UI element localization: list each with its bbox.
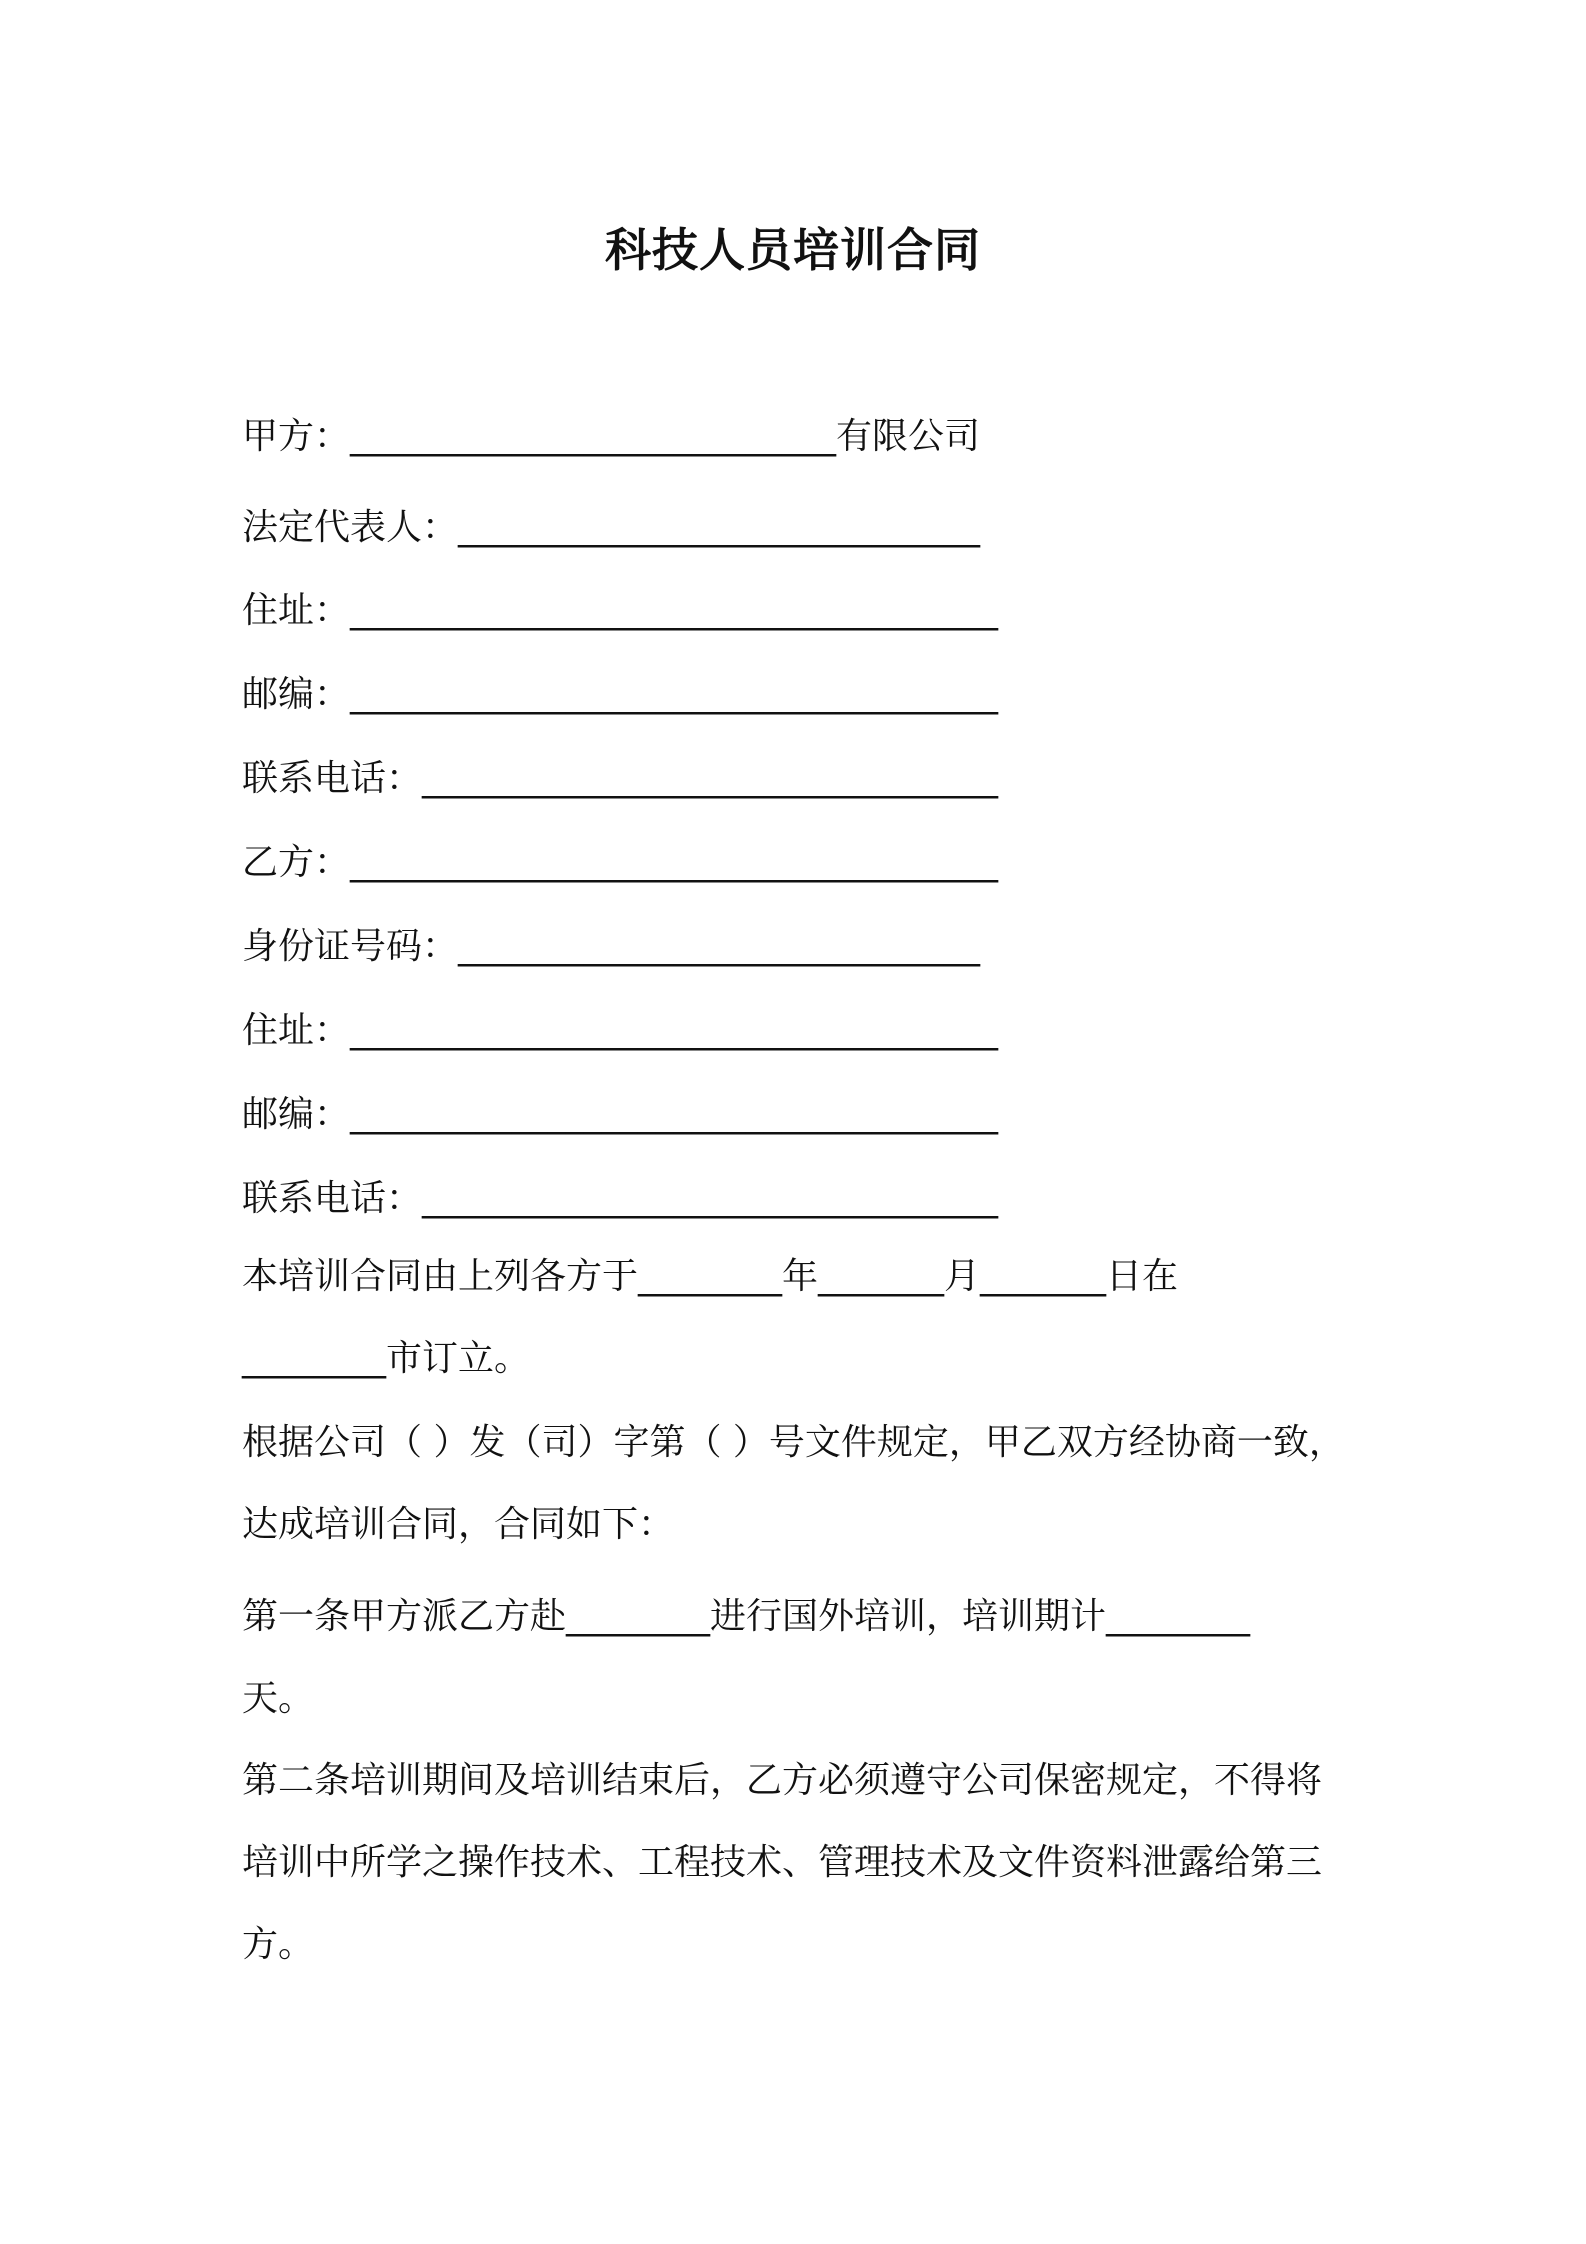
field-party-b-phone: 联系电话：________________________________ xyxy=(242,1178,999,1219)
field-party-b: 乙方：____________________________________ xyxy=(242,842,999,883)
paragraph-line: 第二条培训期间及培训结束后，乙方必须遵守公司保密规定，不得将 xyxy=(242,1760,1323,1801)
field-id-number: 身份证号码：_____________________________ xyxy=(242,926,981,967)
field-party-a-postcode: 邮编：____________________________________ xyxy=(242,674,999,715)
field-party-b-address: 住址：____________________________________ xyxy=(242,1010,999,1051)
field-party-b-postcode: 邮编：____________________________________ xyxy=(242,1094,999,1135)
paragraph-line: 本培训合同由上列各方于________年_______月_______日在 xyxy=(242,1256,1179,1297)
field-party-a-phone: 联系电话：________________________________ xyxy=(242,758,999,799)
article-one xyxy=(242,1592,1362,1724)
field-party-a: 甲方：___________________________有限公司 xyxy=(242,416,981,457)
paragraph-line: 天。 xyxy=(242,1678,315,1719)
paragraph-line: 培训中所学之操作技术、工程技术、管理技术及文件资料泄露给第三 xyxy=(242,1842,1323,1883)
paragraph-line: 达成培训合同，合同如下： xyxy=(242,1504,675,1545)
article-two xyxy=(242,1756,1362,1970)
paragraph-basis xyxy=(242,1418,1362,1550)
document-title: 科技人员培训合同 xyxy=(605,223,981,277)
field-legal-representative: 法定代表人：_____________________________ xyxy=(242,507,981,548)
paragraph-line: 方。 xyxy=(242,1924,315,1965)
paragraph-line: ________市订立。 xyxy=(242,1338,531,1379)
paragraph-line: 根据公司（ ）发（司）字第（ ）号文件规定，甲乙双方经协商一致， xyxy=(242,1422,1345,1463)
paragraph-signing xyxy=(242,1252,1362,1384)
field-party-a-address: 住址：____________________________________ xyxy=(242,590,999,631)
paragraph-line: 第一条甲方派乙方赴________进行国外培训，培训期计________ xyxy=(242,1596,1251,1637)
